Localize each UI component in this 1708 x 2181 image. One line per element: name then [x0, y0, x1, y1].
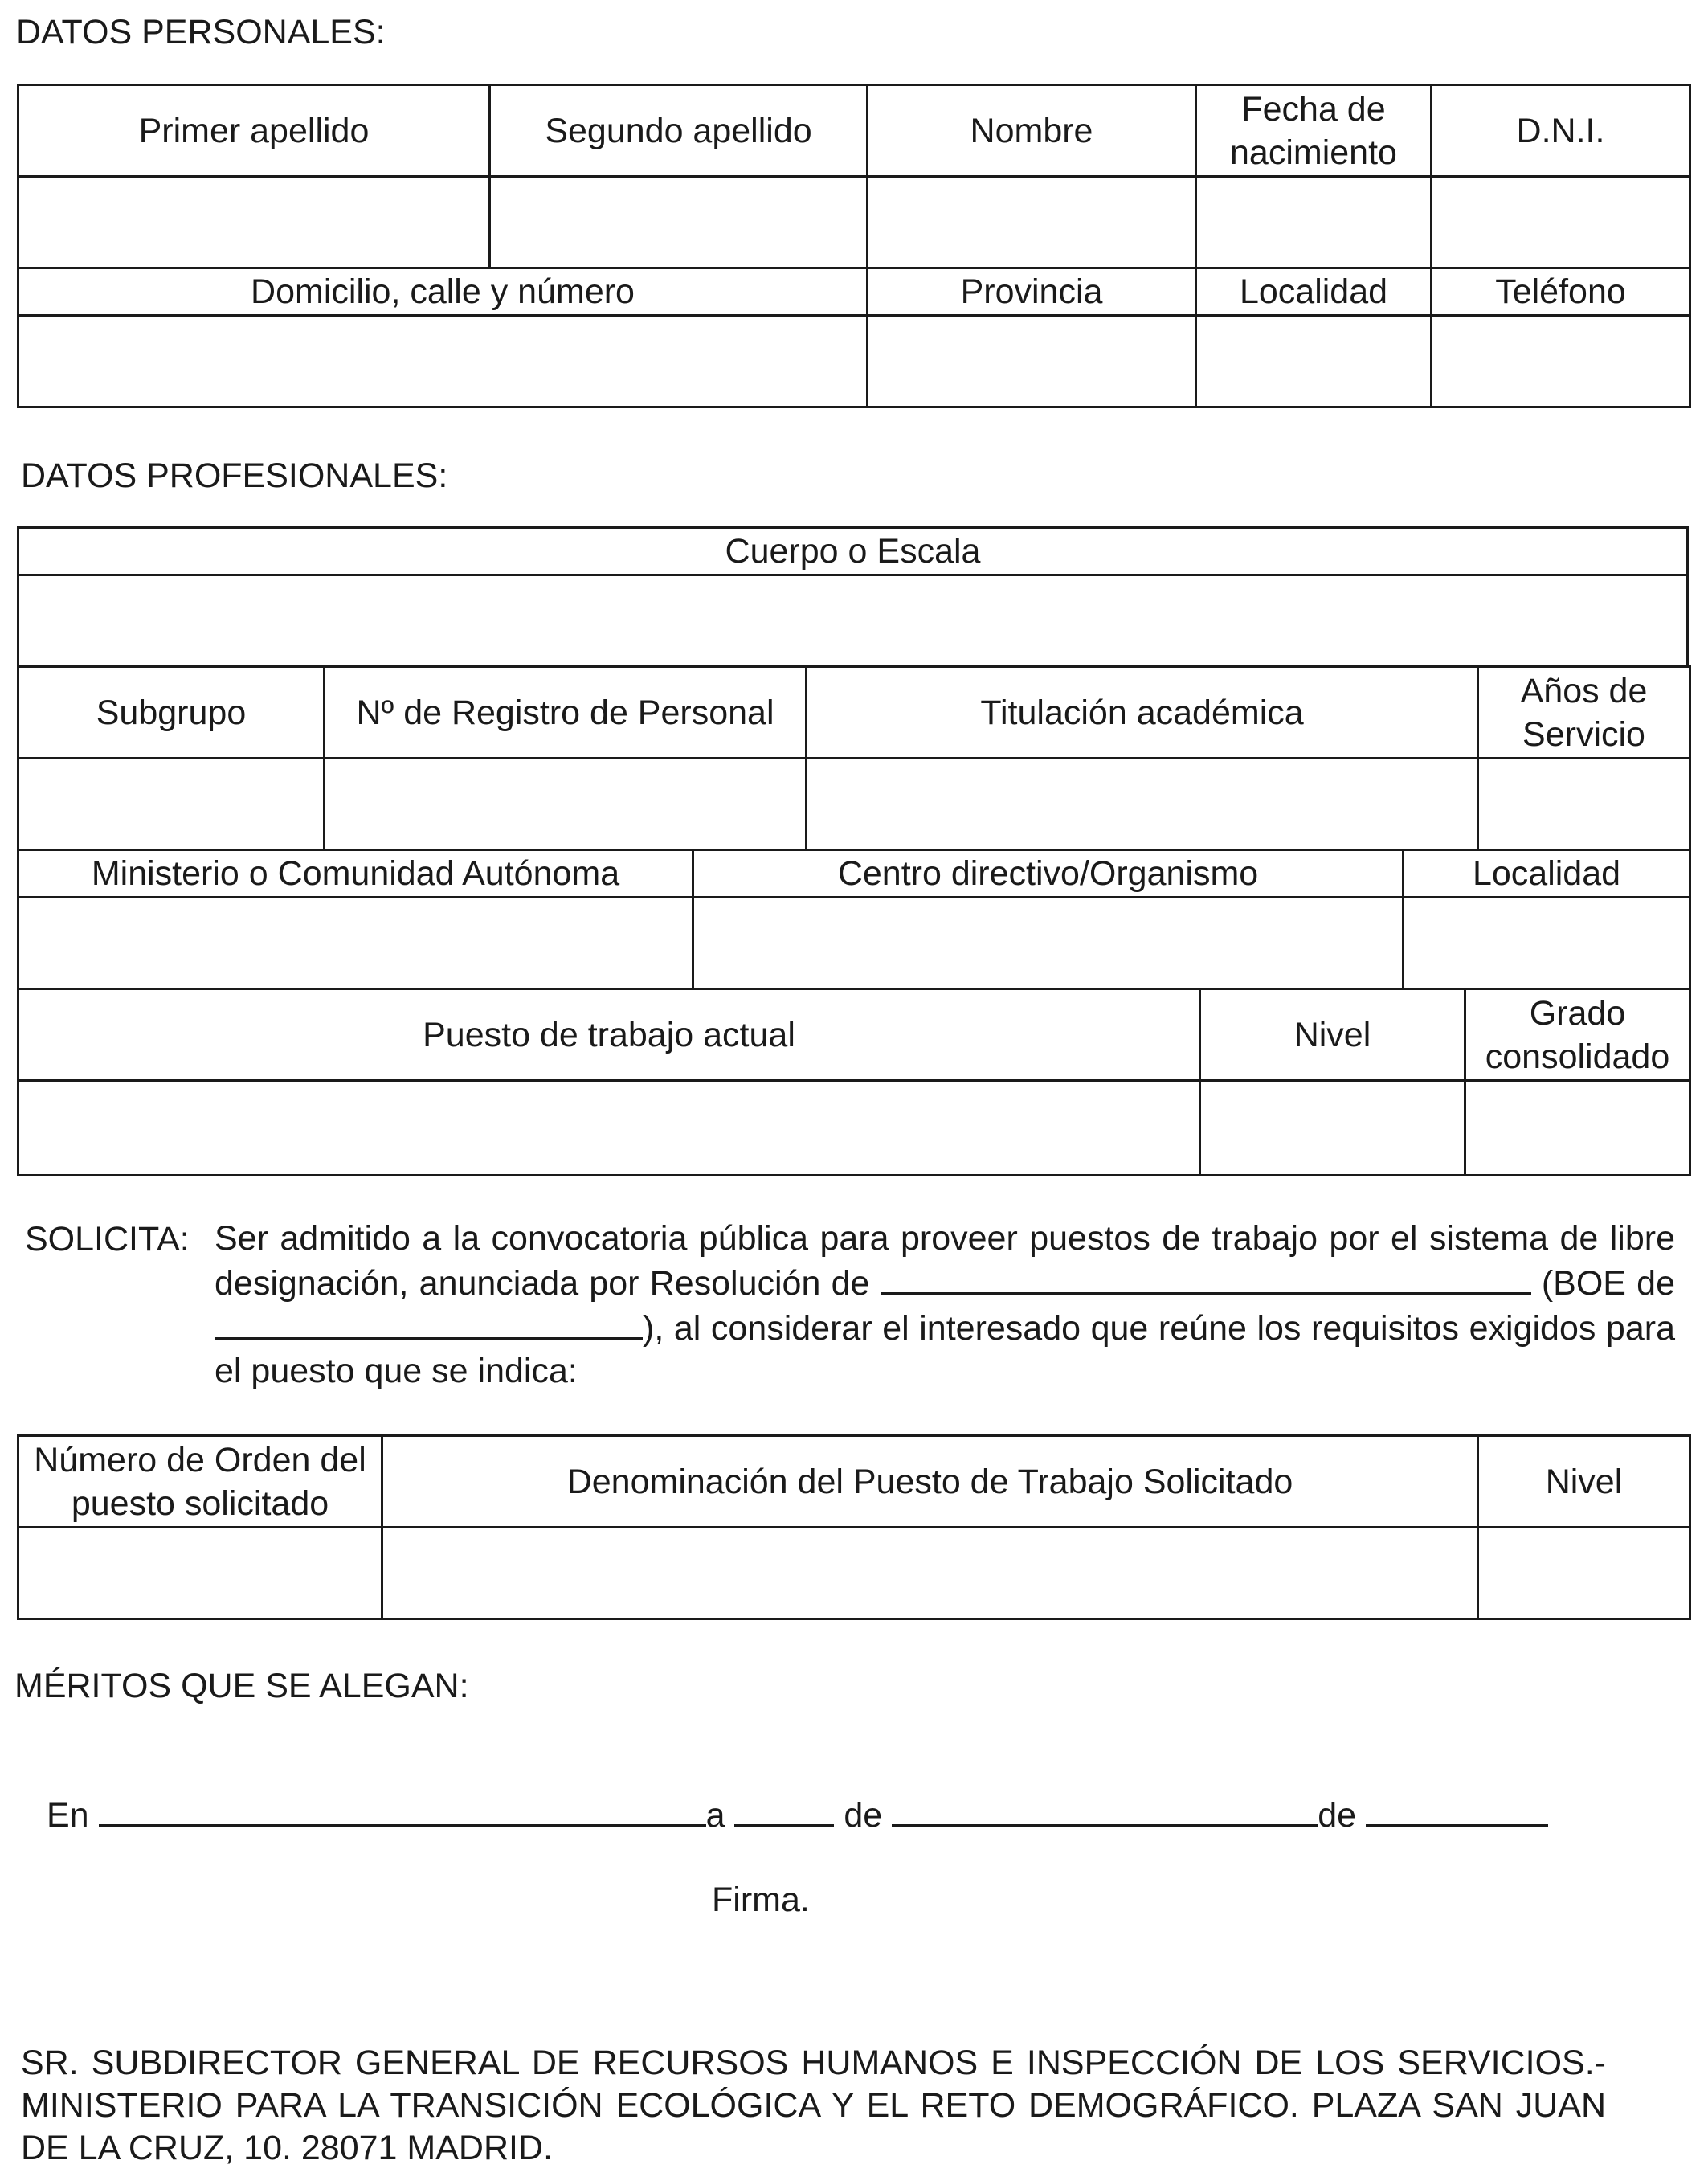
field-nivel-solicitado[interactable] [1478, 1528, 1690, 1619]
header-anos-servicio: Años de Servicio [1478, 667, 1690, 759]
field-nombre[interactable] [868, 177, 1196, 268]
header-nivel-actual: Nivel [1200, 989, 1465, 1081]
professional-table-2 [17, 665, 1691, 851]
header-cuerpo-escala: Cuerpo o Escala [18, 528, 1688, 575]
field-fecha-nacimiento[interactable] [1196, 177, 1432, 268]
header-localidad: Localidad [1196, 268, 1432, 316]
field-localidad-prof[interactable] [1404, 898, 1690, 989]
header-domicilio: Domicilio, calle y número [18, 268, 868, 316]
header-titulacion: Titulación académica [807, 667, 1478, 759]
solicita-text-3: ), al considerar el interesado que reúne los requisitos exigidos para el puesto que se indica: [215, 1309, 1675, 1390]
header-primer-apellido: Primer apellido [18, 85, 490, 177]
header-provincia: Provincia [868, 268, 1196, 316]
header-subgrupo: Subgrupo [18, 667, 325, 759]
field-grado-consolidado[interactable] [1465, 1081, 1690, 1176]
professional-table-4 [17, 988, 1691, 1176]
requested-position-table [17, 1434, 1691, 1620]
header-localidad-prof: Localidad [1404, 850, 1690, 898]
field-telefono[interactable] [1432, 316, 1690, 407]
year-field[interactable] [1366, 1792, 1548, 1827]
field-primer-apellido[interactable] [18, 177, 490, 268]
header-centro-directivo: Centro directivo/Organismo [693, 850, 1404, 898]
field-domicilio[interactable] [18, 316, 868, 407]
solicita-text-1: Ser admitido a la convocatoria pública para proveer puestos de trabajo por el sistema de libre designación, anunciada por Resolución de [215, 1219, 1675, 1303]
field-localidad[interactable] [1196, 316, 1432, 407]
solicita-label: SOLICITA: [25, 1220, 190, 1258]
addressee-footer: SR. SUBDIRECTOR GENERAL DE RECURSOS HUMANOS E INSPECCIÓN DE LOS SERVICIOS.-MINISTERIO PARA LA TRANSICIÓN ECOLÓGICA Y EL RETO DEMOGRÁFICO. PLAZA SAN JUAN DE LA CRUZ, 10. 28071 MADRID. [21, 2044, 1606, 2167]
a-label: a [705, 1796, 725, 1835]
professional-table-3 [17, 849, 1691, 990]
header-ministerio: Ministerio o Comunidad Autónoma [18, 850, 693, 898]
personal-data-heading: DATOS PERSONALES: [16, 13, 386, 51]
header-dni: D.N.I. [1432, 85, 1690, 177]
field-subgrupo[interactable] [18, 759, 325, 850]
place-field[interactable] [99, 1792, 706, 1827]
field-cuerpo-escala[interactable] [18, 575, 1688, 667]
field-numero-orden[interactable] [18, 1528, 382, 1619]
field-nivel-actual[interactable] [1200, 1081, 1465, 1176]
signature-date-row [47, 1792, 1548, 1837]
de-label-1: de [844, 1796, 883, 1835]
header-puesto-actual: Puesto de trabajo actual [18, 989, 1200, 1081]
boe-date-field[interactable] [215, 1305, 643, 1340]
resolucion-date-field[interactable] [881, 1260, 1531, 1295]
header-grado-consolidado: Grado consolidado [1465, 989, 1690, 1081]
field-dni[interactable] [1432, 177, 1690, 268]
header-nivel-solicitado: Nivel [1478, 1436, 1690, 1528]
header-registro-personal: Nº de Registro de Personal [325, 667, 807, 759]
field-registro-personal[interactable] [325, 759, 807, 850]
professional-cuerpo-table [17, 526, 1689, 668]
field-provincia[interactable] [868, 316, 1196, 407]
field-titulacion[interactable] [807, 759, 1478, 850]
en-label: En [47, 1796, 89, 1835]
day-field[interactable] [734, 1792, 834, 1827]
field-puesto-actual[interactable] [18, 1081, 1200, 1176]
header-fecha-nacimiento: Fecha de nacimiento [1196, 85, 1432, 177]
personal-data-table-1 [17, 84, 1691, 269]
meritos-heading: MÉRITOS QUE SE ALEGAN: [14, 1667, 469, 1705]
personal-data-table-2 [17, 267, 1691, 408]
month-field[interactable] [892, 1792, 1318, 1827]
field-segundo-apellido[interactable] [490, 177, 868, 268]
header-segundo-apellido: Segundo apellido [490, 85, 868, 177]
professional-data-heading: DATOS PROFESIONALES: [21, 456, 448, 495]
field-centro-directivo[interactable] [693, 898, 1404, 989]
header-telefono: Teléfono [1432, 268, 1690, 316]
header-denominacion-puesto: Denominación del Puesto de Trabajo Solicitado [382, 1436, 1478, 1528]
header-nombre: Nombre [868, 85, 1196, 177]
solicita-text [215, 1217, 1675, 1393]
firma-label: Firma. [712, 1880, 810, 1919]
field-denominacion-puesto[interactable] [382, 1528, 1478, 1619]
field-anos-servicio[interactable] [1478, 759, 1690, 850]
de-label-2: de [1318, 1796, 1357, 1835]
solicita-text-2: (BOE de [1541, 1264, 1675, 1303]
field-ministerio[interactable] [18, 898, 693, 989]
header-numero-orden: Número de Orden del puesto solicitado [18, 1436, 382, 1528]
